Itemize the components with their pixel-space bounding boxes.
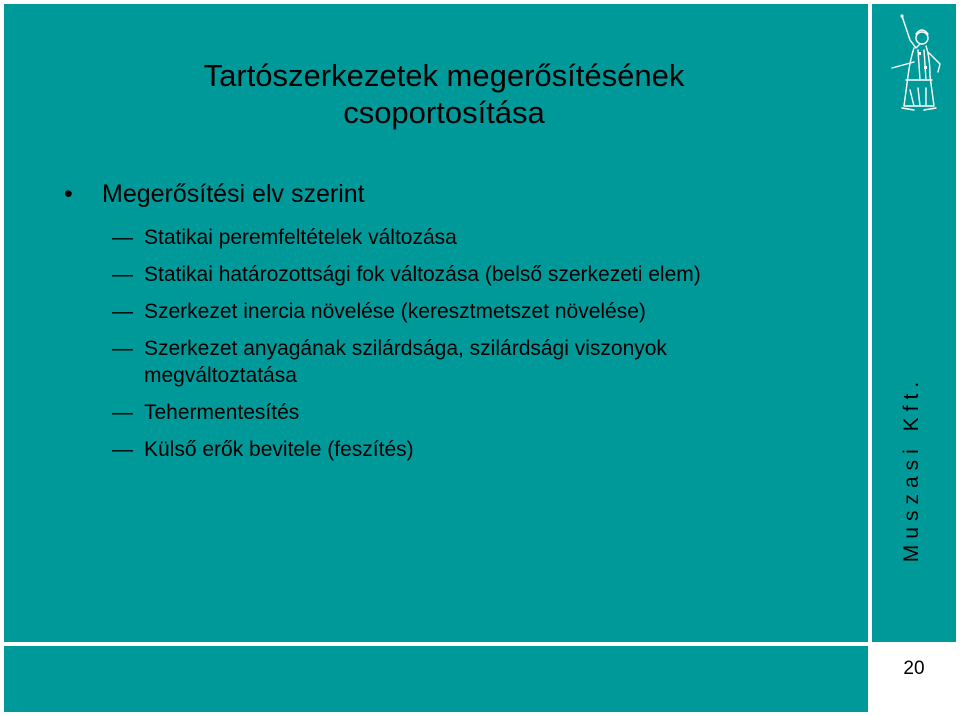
- dash-icon: —: [112, 300, 133, 323]
- sub-item: [112, 261, 852, 288]
- sub-item: [112, 224, 852, 251]
- dash-icon: —: [112, 263, 133, 286]
- company-name-vertical: [892, 304, 932, 634]
- page-number-box: [872, 646, 956, 712]
- dash-icon: —: [112, 337, 133, 360]
- slide-main-panel: [4, 4, 868, 642]
- sub-item: [112, 298, 852, 325]
- sub-item-text: Szerkezet anyagának szilárdsága, szilárdsági viszonyok megváltoztatása: [144, 337, 667, 387]
- dash-icon: —: [112, 438, 133, 461]
- sub-item-text: Tehermentesítés: [144, 401, 300, 424]
- bullet-text: Megerősítési elv szerint: [102, 180, 365, 208]
- sub-item-text: Statikai peremfeltételek változása: [144, 226, 457, 249]
- footer-band: [4, 646, 868, 712]
- sub-item-text: Külső erők bevitele (feszítés): [144, 438, 414, 461]
- company-name-text: Muszasi Kft.: [900, 375, 923, 563]
- dash-icon: —: [112, 401, 133, 424]
- page-number: 20: [903, 658, 925, 679]
- sub-item-text: Szerkezet inercia növelése (keresztmetszet növelése): [144, 300, 646, 323]
- sub-item: [112, 436, 852, 463]
- slide-title-line-2: csoportosítása: [343, 95, 545, 130]
- sub-item: [112, 335, 824, 389]
- slide-title: [124, 57, 764, 131]
- sub-item: [112, 399, 852, 426]
- sub-item-text: Statikai határozottsági fok változása (belső szerkezeti elem): [144, 263, 701, 286]
- slide-title-line-1: Tartószerkezetek megerősítésének: [203, 58, 685, 93]
- sub-list: [112, 224, 852, 473]
- sidebar: [872, 4, 956, 642]
- samurai-figure-icon: [880, 10, 950, 120]
- dash-icon: —: [112, 226, 133, 249]
- bullet-dot-icon: •: [64, 180, 73, 208]
